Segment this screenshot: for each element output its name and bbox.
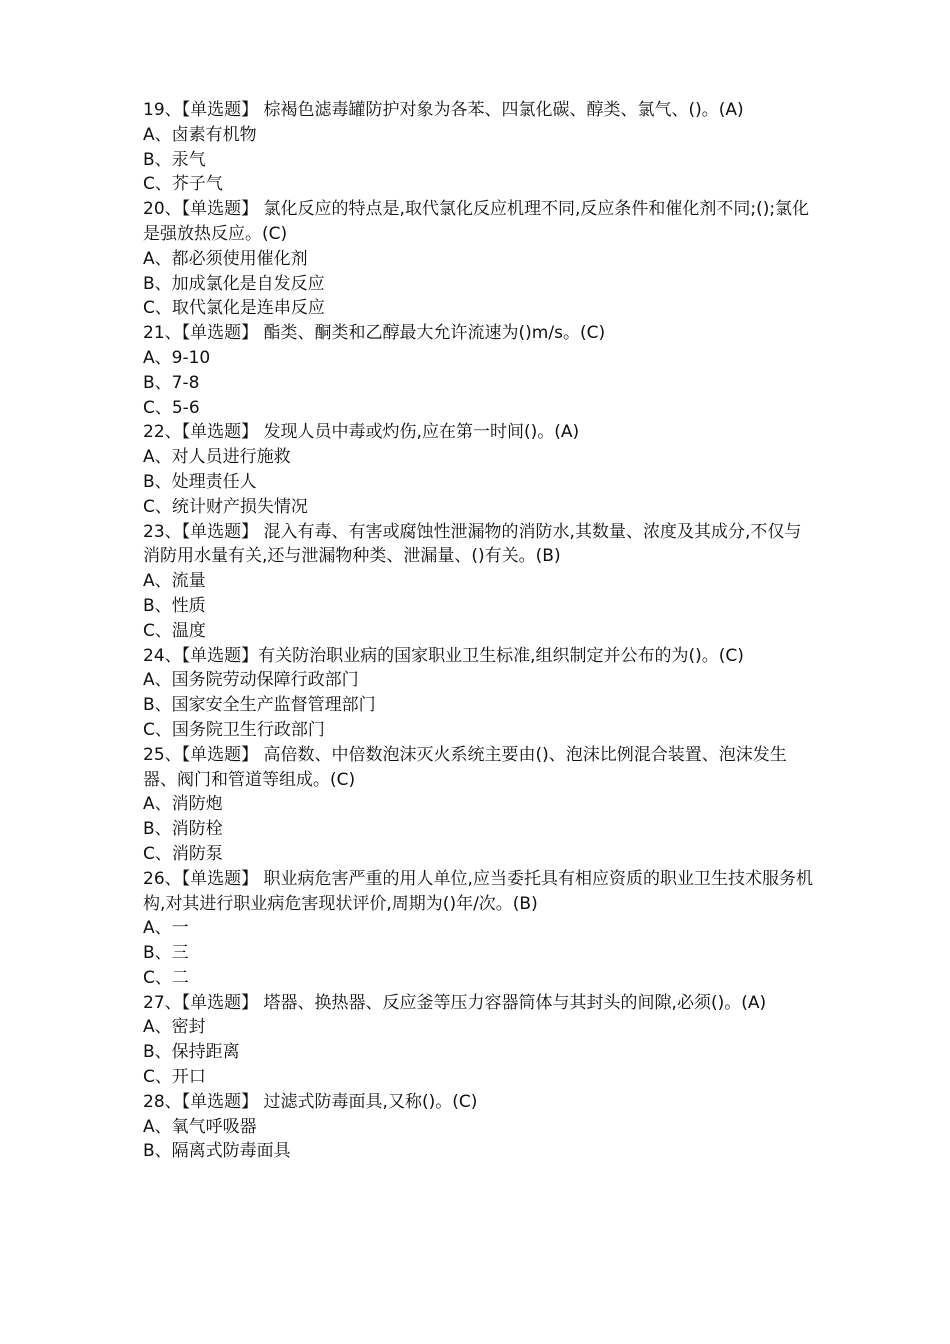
question-21 (143, 321, 813, 420)
question-22 (143, 420, 813, 519)
option-a: A、氧气呼吸器 (143, 1116, 257, 1137)
option-c: C、5-6 (143, 397, 200, 418)
option-a: A、9-10 (143, 347, 211, 368)
option-a: A、密封 (143, 1017, 206, 1038)
question-stem: 26、【单选题】 职业病危害严重的用人单位,应当委托具有相应资质的职业卫生技术服务机构,对其进行职业病危害现状评价,周期为()年/次。(B) (143, 868, 813, 914)
question-26 (143, 867, 813, 991)
question-28 (143, 1090, 813, 1164)
question-stem: 22、【单选题】 发现人员中毒或灼伤,应在第一时间()。(A) (143, 422, 580, 443)
option-b: B、三 (143, 943, 189, 964)
option-b: B、7-8 (143, 372, 200, 393)
question-stem: 27、【单选题】 塔器、换热器、反应釜等压力容器筒体与其封头的间隙,必须()。(A) (143, 992, 767, 1013)
option-a: A、消防炮 (143, 794, 223, 815)
question-stem: 21、【单选题】 酯类、酮类和乙醇最大允许流速为()m/s。(C) (143, 323, 606, 344)
option-b: B、汞气 (143, 149, 206, 170)
question-stem: 20、【单选题】 氯化反应的特点是,取代氯化反应机理不同,反应条件和催化剂不同;();氯化是强放热反应。(C) (143, 199, 810, 244)
option-c: C、芥子气 (143, 174, 223, 195)
question-19 (143, 98, 813, 197)
question-25 (143, 743, 813, 867)
question-27 (143, 991, 813, 1090)
option-c: C、统计财产损失情况 (143, 496, 308, 517)
option-c: C、消防泵 (143, 843, 223, 864)
question-stem: 28、【单选题】 过滤式防毒面具,又称()。(C) (143, 1091, 478, 1112)
option-b: B、保持距离 (143, 1042, 240, 1063)
option-a: A、一 (143, 918, 189, 939)
question-stem: 25、【单选题】 高倍数、中倍数泡沫灭火系统主要由()、泡沫比例混合装置、泡沫发生器、阀门和管道等组成。(C) (143, 744, 787, 790)
question-23 (143, 520, 813, 644)
option-b: B、加成氯化是自发反应 (143, 273, 325, 294)
question-list (143, 98, 813, 1164)
option-b: B、消防栓 (143, 819, 223, 840)
option-a: A、流量 (143, 571, 206, 592)
option-c: C、温度 (143, 620, 206, 641)
option-a: A、都必须使用催化剂 (143, 248, 308, 269)
option-c: C、取代氯化是连串反应 (143, 298, 325, 319)
option-b: B、隔离式防毒面具 (143, 1141, 291, 1162)
option-b: B、性质 (143, 595, 206, 616)
option-a: A、卤素有机物 (143, 124, 257, 145)
option-c: C、国务院卫生行政部门 (143, 719, 325, 740)
question-stem: 24、【单选题】有关防治职业病的国家职业卫生标准,组织制定并公布的为()。(C) (143, 645, 744, 666)
question-stem: 19、【单选题】 棕褐色滤毒罐防护对象为各苯、四氯化碳、醇类、氯气、()。(A) (143, 100, 744, 120)
option-b: B、处理责任人 (143, 471, 257, 492)
option-c: C、开口 (143, 1067, 206, 1088)
question-24 (143, 644, 813, 743)
option-a: A、对人员进行施救 (143, 447, 291, 468)
question-stem: 23、【单选题】 混入有毒、有害或腐蚀性泄漏物的消防水,其数量、浓度及其成分,不仅与消防用水量有关,还与泄漏物种类、泄漏量、()有关。(B) (143, 521, 802, 567)
option-b: B、国家安全生产监督管理部门 (143, 695, 376, 716)
option-c: C、二 (143, 967, 189, 988)
option-a: A、国务院劳动保障行政部门 (143, 670, 359, 691)
question-20 (143, 197, 813, 321)
